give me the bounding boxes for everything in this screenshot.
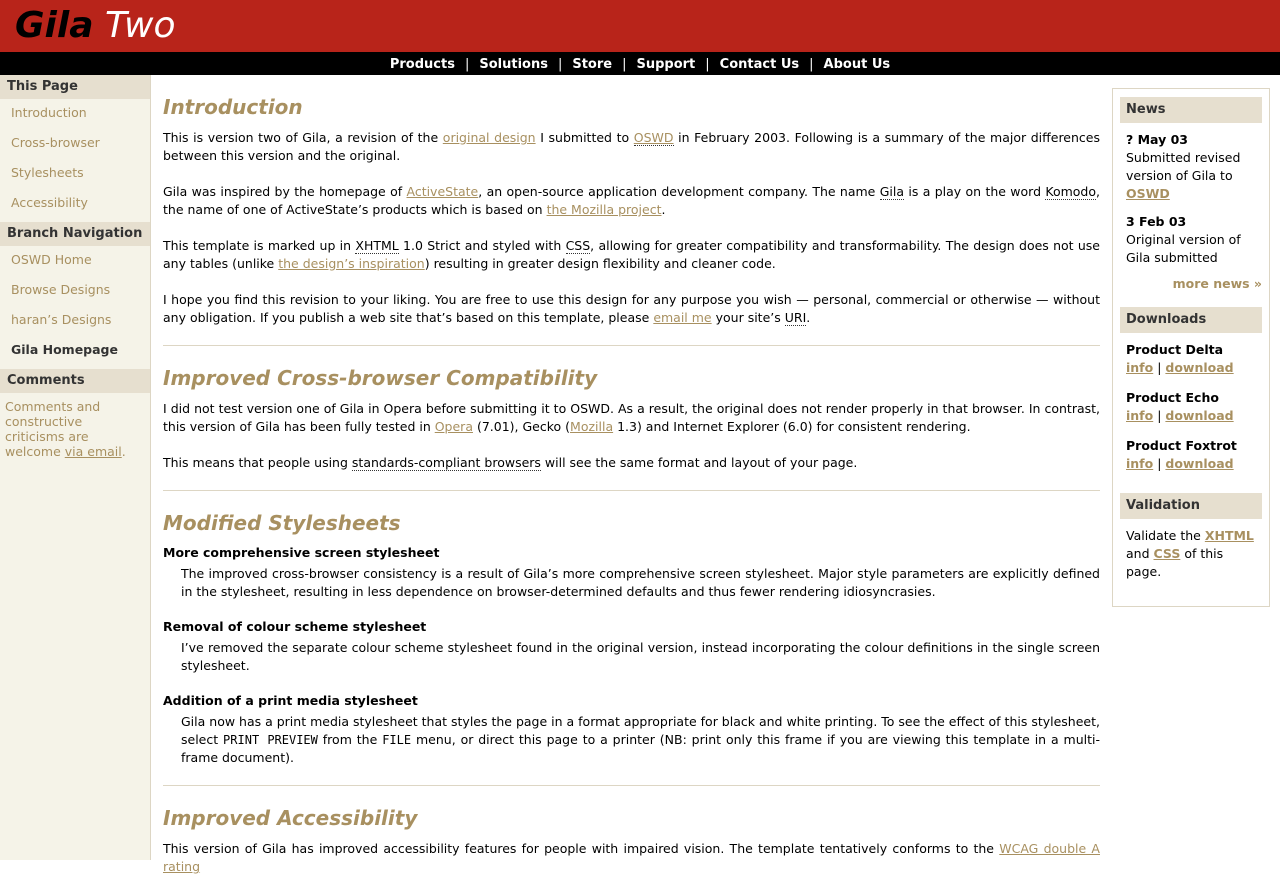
left-sidebar (0, 75, 151, 860)
intro-paragraph-2: Gila was inspired by the homepage of ActiveState, an open-source application development company. The name Gila is a play on the word Komodo, the name of one of ActiveState’s products which is based on the Mozilla project. (163, 184, 1100, 217)
mozilla-link[interactable]: Mozilla (570, 419, 614, 434)
screen-stylesheet-subheading: More comprehensive screen stylesheet (163, 545, 440, 560)
intro-paragraph-4: I hope you find this revision to your liking. You are free to use this design for any purpose you wish — personal, commercial or otherwise — without any obligation. If you publish a web site that’s based on this template, please email me your site’s URI. (163, 292, 1100, 325)
news-date: 3 Feb 03 (1126, 214, 1187, 229)
print-stylesheet-subheading: Addition of a print media stylesheet (163, 693, 418, 708)
validation-heading: Validation (1120, 493, 1262, 519)
email-me-link[interactable]: email me (653, 310, 712, 325)
wcag-link[interactable]: WCAG double A rating (163, 841, 1100, 874)
comments-email-link[interactable]: via email (64, 444, 122, 459)
more-news-link[interactable]: more news » (1172, 276, 1262, 291)
oswd-link[interactable]: OSWD (633, 130, 674, 145)
cross-paragraph-1: I did not test version one of Gila in Opera before submitting it to OSWD. As a result, the original does not render properly in that browser. In contrast, this version of Gila has been fully tested in Opera (7.01), Gecko (Mozilla 1.3) and Internet Explorer (6.0) for consistent rendering. (163, 401, 1100, 434)
site-title-part1: Gila (15, 5, 94, 46)
echo-info-link[interactable]: info (1126, 408, 1154, 423)
nav-solutions[interactable]: Solutions (479, 57, 548, 72)
download-item-echo: Product Echo info | download (1126, 390, 1234, 423)
mozilla-project-link[interactable]: the Mozilla project (546, 202, 662, 217)
activestate-link[interactable]: ActiveState (406, 184, 479, 199)
sidebar-item-introduction[interactable]: Introduction (11, 105, 87, 120)
intro-paragraph-3: This template is marked up in XHTML 1.0 Strict and styled with CSS, allowing for greater compatibility and transformability. The design does not use any tables (unlike the design’s inspiration) resulting in greater design flexibility and cleaner code. (163, 238, 1100, 271)
nav-products[interactable]: Products (389, 57, 455, 72)
this-page-heading: This Page (0, 75, 150, 99)
foxtrot-info-link[interactable]: info (1126, 456, 1154, 471)
accessibility-paragraph: This version of Gila has improved accessibility features for people with impaired vision. The template tentatively conforms to the WCAG double A rating (163, 841, 1100, 874)
download-item-delta: Product Delta info | download (1126, 342, 1234, 375)
nav-about-us[interactable]: About Us (823, 57, 891, 72)
news-oswd-link[interactable]: OSWD (1126, 186, 1170, 201)
comments-heading: Comments (0, 369, 150, 393)
xhtml-validate-link[interactable]: XHTML (1204, 528, 1254, 543)
sidebar-item-browse-designs[interactable]: Browse Designs (11, 282, 111, 297)
section-divider (163, 785, 1100, 786)
validation-text: Validate the XHTML and CSS of this page. (1126, 528, 1254, 579)
intro-paragraph-1: This is version two of Gila, a revision of the original design I submitted to OSWD in February 2003. Following is a summary of the major differences between this version and the original. (163, 130, 1100, 163)
news-date: ? May 03 (1126, 132, 1188, 147)
echo-download-link[interactable]: download (1165, 408, 1234, 423)
foxtrot-download-link[interactable]: download (1165, 456, 1234, 471)
sidebar-item-oswd-home[interactable]: OSWD Home (11, 252, 92, 267)
opera-link[interactable]: Opera (434, 419, 473, 434)
colour-scheme-subheading: Removal of colour scheme stylesheet (163, 619, 427, 634)
site-title-part2: Two (104, 5, 176, 46)
section-divider (163, 490, 1100, 491)
sidebar-item-gila-homepage: Gila Homepage (11, 342, 118, 357)
branch-navigation-heading: Branch Navigation (0, 222, 150, 246)
download-item-foxtrot: Product Foxtrot info | download (1126, 438, 1237, 471)
main-navigation: Products | Solutions | Store | Support | Contact Us | About Us (0, 52, 1280, 75)
original-design-link[interactable]: original design (442, 130, 536, 145)
css-validate-link[interactable]: CSS (1153, 546, 1181, 561)
nav-contact-us[interactable]: Contact Us (719, 57, 800, 72)
print-stylesheet-text: Gila now has a print media stylesheet that styles the page in a format appropriate for black and white printing. To see the effect of this stylesheet, select PRINT PREVIEW from the FILE menu, or direct this page to a printer (NB: print only this frame if you are viewing this template in a multi-frame document). (181, 714, 1101, 765)
section-divider (163, 345, 1100, 346)
downloads-heading: Downloads (1120, 307, 1262, 333)
site-title (15, 5, 176, 47)
cross-browser-heading: Improved Cross-browser Compatibility (163, 366, 598, 390)
screen-stylesheet-text: The improved cross-browser consistency is a result of Gila’s more comprehensive screen stylesheet. Major style parameters are explicitly defined in the stylesheet, resulting in less dependence on browser-determined defaults and thus fewer rendering idiosyncrasies. (181, 566, 1100, 599)
right-sidebar (1112, 88, 1270, 607)
design-inspiration-link[interactable]: the design’s inspiration (278, 256, 425, 271)
colour-scheme-text: I’ve removed the separate colour scheme stylesheet found in the original version, instead incorporating the colour definitions in the single screen stylesheet. (181, 640, 1100, 673)
stylesheets-heading: Modified Stylesheets (163, 511, 401, 535)
introduction-heading: Introduction (163, 95, 303, 119)
cross-paragraph-2: This means that people using standards-compliant browsers will see the same format and layout of your page. (163, 455, 858, 470)
sidebar-item-accessibility[interactable]: Accessibility (11, 195, 88, 210)
sidebar-item-cross-browser[interactable]: Cross-browser (11, 135, 100, 150)
main-content (163, 93, 1100, 894)
accessibility-heading: Improved Accessibility (163, 806, 418, 830)
news-item: 3 Feb 03 Original version of Gila submitted (1120, 213, 1262, 267)
nav-store[interactable]: Store (572, 57, 613, 72)
sidebar-item-harans-designs[interactable]: haran’s Designs (11, 312, 112, 327)
delta-download-link[interactable]: download (1165, 360, 1234, 375)
news-heading: News (1120, 97, 1262, 123)
comments-text: Comments and constructive criticisms are welcome via email. (5, 399, 126, 459)
delta-info-link[interactable]: info (1126, 360, 1154, 375)
sidebar-item-stylesheets[interactable]: Stylesheets (11, 165, 84, 180)
site-header (0, 0, 1280, 52)
nav-support[interactable]: Support (636, 57, 696, 72)
news-item: ? May 03 Submitted revised version of Gila to OSWD (1120, 131, 1262, 203)
